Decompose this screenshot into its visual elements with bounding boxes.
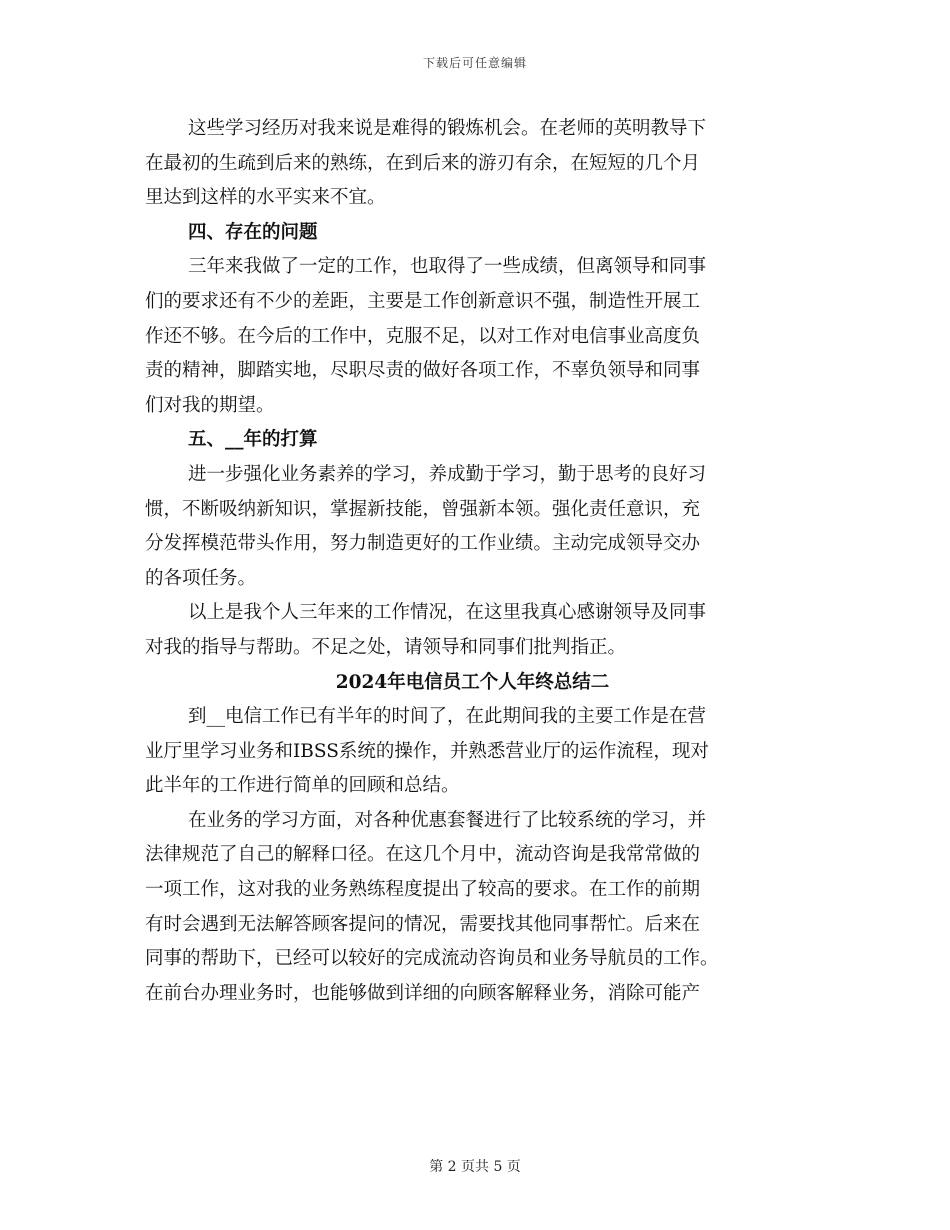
section-heading: 五、__年的打算 [188, 429, 318, 451]
paragraph-line: 对我的指导与帮助。不足之处，请领导和同事们批判指正。 [145, 636, 627, 658]
paragraph-line: 责的精神，脚踏实地，尽职尽责的做好各项工作，不辜负领导和同事 [145, 360, 701, 382]
paragraph-line: 同事的帮助下，已经可以较好的完成流动咨询员和业务导航员的工作。 [145, 948, 719, 970]
paragraph-line: 进一步强化业务素养的学习，养成勤于学习，勤于思考的良好习 [188, 463, 707, 485]
paragraph-line: 业厅里学习业务和IBSS系统的操作，并熟悉营业厅的运作流程，现对 [145, 740, 709, 762]
paragraph-line: 里达到这样的水平实来不宜。 [145, 187, 386, 209]
paragraph-line: 作还不够。在今后的工作中，克服不足，以对工作对电信事业高度负 [145, 325, 701, 347]
paragraph-line: 有时会遇到无法解答顾客提问的情况，需要找其他同事帮忙。后来在 [145, 913, 701, 935]
paragraph-line: 在最初的生疏到后来的熟练，在到后来的游刃有余，在短短的几个月 [145, 152, 701, 174]
paragraph-line: 到__电信工作已有半年的时间了，在此期间我的主要工作是在营 [188, 706, 707, 728]
paragraph-line: 的各项任务。 [145, 567, 257, 589]
page-header: 下载后可任意编辑 [422, 56, 527, 70]
paragraph-line: 以上是我个人三年来的工作情况，在这里我真心感谢领导及同事 [188, 602, 707, 624]
paragraph-line: 在业务的学习方面，对各种优惠套餐进行了比较系统的学习，并 [188, 809, 707, 831]
paragraph-line: 们的要求还有不少的差距，主要是工作创新意识不强，制造性开展工 [145, 290, 701, 312]
paragraph-line: 法律规范了自己的解释口径。在这几个月中，流动咨询是我常常做的 [145, 844, 701, 866]
paragraph-line: 分发挥模范带头作用，努力制造更好的工作业绩。主动完成领导交办 [145, 533, 701, 555]
document-subtitle: 2024年电信员工个人年终总结二 [335, 671, 610, 693]
section-heading: 四、存在的问题 [188, 221, 318, 243]
paragraph-line: 这些学习经历对我来说是难得的锻炼机会。在老师的英明教导下 [188, 118, 707, 139]
paragraph-line: 此半年的工作进行简单的回顾和总结。 [145, 775, 460, 797]
paragraph-line: 三年来我做了一定的工作，也取得了一些成绩，但离领导和同事 [188, 256, 707, 278]
paragraph-line: 一项工作，这对我的业务熟练程度提出了较高的要求。在工作的前期 [145, 879, 701, 901]
paragraph-line: 惯，不断吸纳新知识，掌握新技能，曾强新本领。强化责任意识，充 [145, 498, 701, 520]
paragraph-line: 们对我的期望。 [145, 394, 275, 416]
paragraph-line: 在前台办理业务时，也能够做到详细的向顾客解释业务，消除可能产 [145, 982, 701, 1004]
page-footer: 第 2 页共 5 页 [429, 1159, 521, 1175]
document-body [145, 112, 800, 1011]
